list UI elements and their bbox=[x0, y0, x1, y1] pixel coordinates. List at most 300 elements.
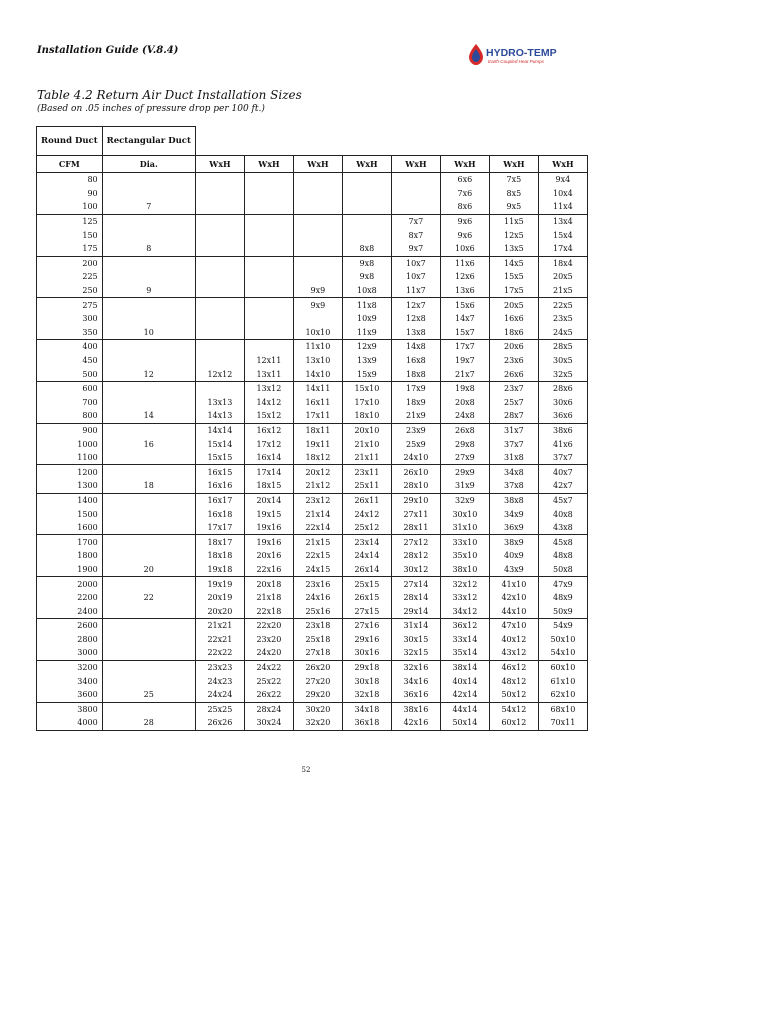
wxh-cell bbox=[195, 228, 244, 242]
table-row bbox=[37, 340, 588, 354]
wxh-cell: 9x9 bbox=[293, 298, 342, 312]
wxh-cell: 16x15 bbox=[195, 465, 244, 479]
wxh-cell: 48x12 bbox=[489, 674, 538, 688]
wxh-cell: 24x14 bbox=[342, 549, 391, 563]
cfm-cell: 125 bbox=[37, 214, 103, 228]
wxh-cell: 23x23 bbox=[195, 660, 244, 674]
wxh-cell: 26x15 bbox=[342, 591, 391, 605]
wxh-cell bbox=[293, 214, 342, 228]
dia-cell bbox=[102, 604, 195, 618]
wxh-cell: 46x12 bbox=[489, 660, 538, 674]
duct-sizes-table bbox=[36, 126, 588, 731]
wxh-cell: 14x8 bbox=[391, 340, 440, 354]
wxh-cell: 20x8 bbox=[440, 396, 489, 410]
wxh-cell: 34x8 bbox=[489, 465, 538, 479]
wxh-cell bbox=[195, 200, 244, 214]
table-row bbox=[37, 423, 588, 437]
wxh-cell: 25x11 bbox=[342, 479, 391, 493]
wxh-cell: 11x8 bbox=[342, 298, 391, 312]
wxh-cell: 8x7 bbox=[391, 228, 440, 242]
cfm-cell: 1600 bbox=[37, 521, 103, 535]
table-row bbox=[37, 437, 588, 451]
table-row bbox=[37, 200, 588, 214]
wxh-cell: 26x20 bbox=[293, 660, 342, 674]
wxh-cell: 23x20 bbox=[244, 633, 293, 647]
wxh-cell: 43x8 bbox=[538, 521, 587, 535]
wxh-cell: 32x5 bbox=[538, 367, 587, 381]
cfm-cell: 150 bbox=[37, 228, 103, 242]
wxh-cell: 30x12 bbox=[391, 563, 440, 577]
wxh-cell: 32x18 bbox=[342, 688, 391, 702]
wxh-cell: 40x9 bbox=[489, 549, 538, 563]
wxh-cell: 28x11 bbox=[391, 521, 440, 535]
wxh-cell: 30x10 bbox=[440, 507, 489, 521]
cfm-cell: 1200 bbox=[37, 465, 103, 479]
wxh-cell: 27x12 bbox=[391, 535, 440, 549]
wxh-cell: 22x14 bbox=[293, 521, 342, 535]
wxh-cell bbox=[342, 228, 391, 242]
wxh-cell: 28x7 bbox=[489, 409, 538, 423]
wxh-cell: 20x5 bbox=[538, 270, 587, 284]
wxh-cell bbox=[293, 312, 342, 326]
wxh-cell: 37x8 bbox=[489, 479, 538, 493]
wxh-cell bbox=[244, 214, 293, 228]
dia-cell: 10 bbox=[102, 326, 195, 340]
table-row bbox=[37, 367, 588, 381]
wxh-cell: 22x15 bbox=[293, 549, 342, 563]
wxh-cell: 17x9 bbox=[391, 381, 440, 395]
table-row bbox=[37, 256, 588, 270]
dia-cell bbox=[102, 633, 195, 647]
dia-cell bbox=[102, 507, 195, 521]
table-row bbox=[37, 521, 588, 535]
wxh-cell: 18x15 bbox=[244, 479, 293, 493]
wxh-cell: 32x20 bbox=[293, 716, 342, 730]
wxh-cell: 29x8 bbox=[440, 437, 489, 451]
wxh-cell: 42x14 bbox=[440, 688, 489, 702]
wxh-cell: 25x9 bbox=[391, 437, 440, 451]
wxh-cell: 24x5 bbox=[538, 326, 587, 340]
cfm-cell: 450 bbox=[37, 354, 103, 368]
wxh-cell bbox=[342, 173, 391, 187]
wxh-cell: 13x9 bbox=[342, 354, 391, 368]
wxh-cell: 43x9 bbox=[489, 563, 538, 577]
wxh-cell: 15x9 bbox=[342, 367, 391, 381]
wxh-cell: 15x10 bbox=[342, 381, 391, 395]
wxh-cell: 17x7 bbox=[440, 340, 489, 354]
dia-cell: 18 bbox=[102, 479, 195, 493]
dia-cell bbox=[102, 381, 195, 395]
wxh-cell: 29x16 bbox=[342, 633, 391, 647]
wxh-cell bbox=[195, 312, 244, 326]
wxh-cell: 24x16 bbox=[293, 591, 342, 605]
wxh-cell: 50x14 bbox=[440, 716, 489, 730]
wxh-cell: 12x11 bbox=[244, 354, 293, 368]
wxh-cell: 27x16 bbox=[342, 619, 391, 633]
wxh-cell: 18x6 bbox=[489, 326, 538, 340]
wxh-cell: 22x21 bbox=[195, 633, 244, 647]
table-row bbox=[37, 563, 588, 577]
cfm-cell: 200 bbox=[37, 256, 103, 270]
table-row bbox=[37, 549, 588, 563]
wxh-cell bbox=[195, 270, 244, 284]
wxh-cell: 19x18 bbox=[195, 563, 244, 577]
cfm-cell: 1100 bbox=[37, 451, 103, 465]
wxh-cell: 24x10 bbox=[391, 451, 440, 465]
table-row bbox=[37, 298, 588, 312]
col-wxh: WxH bbox=[538, 156, 587, 173]
table-row bbox=[37, 242, 588, 256]
cfm-cell: 400 bbox=[37, 340, 103, 354]
wxh-cell bbox=[391, 187, 440, 201]
wxh-cell: 9x5 bbox=[489, 200, 538, 214]
wxh-cell: 30x24 bbox=[244, 716, 293, 730]
wxh-cell: 12x9 bbox=[342, 340, 391, 354]
wxh-cell: 8x6 bbox=[440, 200, 489, 214]
wxh-cell: 28x6 bbox=[538, 381, 587, 395]
wxh-cell: 33x10 bbox=[440, 535, 489, 549]
cfm-cell: 1400 bbox=[37, 493, 103, 507]
wxh-cell: 42x10 bbox=[489, 591, 538, 605]
cfm-cell: 4000 bbox=[37, 716, 103, 730]
wxh-cell bbox=[244, 284, 293, 298]
wxh-cell: 50x9 bbox=[538, 604, 587, 618]
table-row bbox=[37, 312, 588, 326]
wxh-cell: 21x5 bbox=[538, 284, 587, 298]
wxh-cell: 13x13 bbox=[195, 396, 244, 410]
wxh-cell: 21x9 bbox=[391, 409, 440, 423]
wxh-cell: 50x12 bbox=[489, 688, 538, 702]
cfm-cell: 500 bbox=[37, 367, 103, 381]
wxh-cell bbox=[244, 173, 293, 187]
wxh-cell: 19x16 bbox=[244, 535, 293, 549]
dia-cell: 22 bbox=[102, 591, 195, 605]
table-row bbox=[37, 173, 588, 187]
wxh-cell: 60x12 bbox=[489, 716, 538, 730]
cfm-cell: 2600 bbox=[37, 619, 103, 633]
wxh-cell: 48x8 bbox=[538, 549, 587, 563]
wxh-cell: 11x5 bbox=[489, 214, 538, 228]
wxh-cell: 10x7 bbox=[391, 256, 440, 270]
wxh-cell: 45x7 bbox=[538, 493, 587, 507]
wxh-cell: 29x20 bbox=[293, 688, 342, 702]
col-wxh: WxH bbox=[489, 156, 538, 173]
cfm-cell: 3800 bbox=[37, 702, 103, 716]
dia-cell: 16 bbox=[102, 437, 195, 451]
wxh-cell bbox=[195, 242, 244, 256]
wxh-cell: 42x16 bbox=[391, 716, 440, 730]
dia-cell bbox=[102, 577, 195, 591]
dia-cell bbox=[102, 187, 195, 201]
wxh-cell: 34x18 bbox=[342, 702, 391, 716]
wxh-cell: 9x6 bbox=[440, 228, 489, 242]
wxh-cell: 16x17 bbox=[195, 493, 244, 507]
table-row bbox=[37, 409, 588, 423]
wxh-cell: 21x7 bbox=[440, 367, 489, 381]
wxh-cell: 12x7 bbox=[391, 298, 440, 312]
wxh-cell: 62x10 bbox=[538, 688, 587, 702]
wxh-cell: 20x6 bbox=[489, 340, 538, 354]
cfm-cell: 350 bbox=[37, 326, 103, 340]
wxh-cell: 31x8 bbox=[489, 451, 538, 465]
wxh-cell: 27x9 bbox=[440, 451, 489, 465]
wxh-cell: 36x9 bbox=[489, 521, 538, 535]
wxh-cell: 24x24 bbox=[195, 688, 244, 702]
wxh-cell: 23x12 bbox=[293, 493, 342, 507]
wxh-cell: 9x8 bbox=[342, 256, 391, 270]
wxh-cell: 9x8 bbox=[342, 270, 391, 284]
wxh-cell: 19x15 bbox=[244, 507, 293, 521]
wxh-cell bbox=[244, 340, 293, 354]
table-row bbox=[37, 660, 588, 674]
wxh-cell: 27x15 bbox=[342, 604, 391, 618]
dia-cell bbox=[102, 465, 195, 479]
wxh-cell: 37x7 bbox=[489, 437, 538, 451]
wxh-cell: 31x14 bbox=[391, 619, 440, 633]
wxh-cell: 44x10 bbox=[489, 604, 538, 618]
wxh-cell: 10x8 bbox=[342, 284, 391, 298]
col-wxh: WxH bbox=[342, 156, 391, 173]
wxh-cell bbox=[342, 187, 391, 201]
col-wxh: WxH bbox=[440, 156, 489, 173]
wxh-cell: 15x5 bbox=[489, 270, 538, 284]
wxh-cell: 38x14 bbox=[440, 660, 489, 674]
cfm-cell: 800 bbox=[37, 409, 103, 423]
cfm-cell: 1700 bbox=[37, 535, 103, 549]
wxh-cell: 13x5 bbox=[489, 242, 538, 256]
wxh-cell: 40x12 bbox=[489, 633, 538, 647]
wxh-cell: 32x9 bbox=[440, 493, 489, 507]
wxh-cell: 24x20 bbox=[244, 646, 293, 660]
wxh-cell: 50x8 bbox=[538, 563, 587, 577]
wxh-cell bbox=[195, 381, 244, 395]
wxh-cell: 44x14 bbox=[440, 702, 489, 716]
wxh-cell: 61x10 bbox=[538, 674, 587, 688]
table-row bbox=[37, 507, 588, 521]
cfm-cell: 2400 bbox=[37, 604, 103, 618]
wxh-cell bbox=[195, 214, 244, 228]
dia-cell bbox=[102, 674, 195, 688]
wxh-cell: 22x22 bbox=[195, 646, 244, 660]
wxh-cell: 8x8 bbox=[342, 242, 391, 256]
wxh-cell: 11x6 bbox=[440, 256, 489, 270]
wxh-cell: 27x14 bbox=[391, 577, 440, 591]
wxh-cell: 9x6 bbox=[440, 214, 489, 228]
wxh-cell: 31x10 bbox=[440, 521, 489, 535]
dia-cell: 9 bbox=[102, 284, 195, 298]
wxh-cell bbox=[342, 200, 391, 214]
wxh-cell: 24x8 bbox=[440, 409, 489, 423]
wxh-cell: 50x10 bbox=[538, 633, 587, 647]
wxh-cell bbox=[244, 326, 293, 340]
wxh-cell: 13x4 bbox=[538, 214, 587, 228]
cfm-cell: 600 bbox=[37, 381, 103, 395]
wxh-cell: 13x6 bbox=[440, 284, 489, 298]
wxh-cell: 38x10 bbox=[440, 563, 489, 577]
cfm-cell: 1800 bbox=[37, 549, 103, 563]
dia-cell bbox=[102, 298, 195, 312]
wxh-cell: 20x12 bbox=[293, 465, 342, 479]
table-row bbox=[37, 479, 588, 493]
wxh-cell: 13x11 bbox=[244, 367, 293, 381]
wxh-cell: 6x6 bbox=[440, 173, 489, 187]
wxh-cell: 20x18 bbox=[244, 577, 293, 591]
dia-cell: 12 bbox=[102, 367, 195, 381]
wxh-cell: 25x22 bbox=[244, 674, 293, 688]
wxh-cell: 14x14 bbox=[195, 423, 244, 437]
wxh-cell: 10x6 bbox=[440, 242, 489, 256]
wxh-cell: 30x16 bbox=[342, 646, 391, 660]
dia-cell: 25 bbox=[102, 688, 195, 702]
wxh-cell: 42x7 bbox=[538, 479, 587, 493]
wxh-cell: 20x16 bbox=[244, 549, 293, 563]
wxh-cell: 21x21 bbox=[195, 619, 244, 633]
wxh-cell: 54x9 bbox=[538, 619, 587, 633]
wxh-cell: 14x12 bbox=[244, 396, 293, 410]
wxh-cell: 20x10 bbox=[342, 423, 391, 437]
wxh-cell: 14x10 bbox=[293, 367, 342, 381]
wxh-cell: 26x11 bbox=[342, 493, 391, 507]
table-row bbox=[37, 674, 588, 688]
wxh-cell: 25x7 bbox=[489, 396, 538, 410]
wxh-cell: 32x12 bbox=[440, 577, 489, 591]
wxh-cell bbox=[293, 228, 342, 242]
wxh-cell: 23x9 bbox=[391, 423, 440, 437]
col-cfm: CFM bbox=[37, 156, 103, 173]
wxh-cell: 21x11 bbox=[342, 451, 391, 465]
dia-cell: 20 bbox=[102, 563, 195, 577]
cfm-cell: 3200 bbox=[37, 660, 103, 674]
wxh-cell: 70x11 bbox=[538, 716, 587, 730]
cfm-cell: 2000 bbox=[37, 577, 103, 591]
wxh-cell: 24x23 bbox=[195, 674, 244, 688]
cfm-cell: 3600 bbox=[37, 688, 103, 702]
svg-text:HYDRO-TEMP: HYDRO-TEMP bbox=[486, 47, 557, 59]
wxh-cell: 16x18 bbox=[195, 507, 244, 521]
wxh-cell bbox=[195, 284, 244, 298]
wxh-cell: 37x7 bbox=[538, 451, 587, 465]
wxh-cell: 11x7 bbox=[391, 284, 440, 298]
wxh-cell: 7x5 bbox=[489, 173, 538, 187]
wxh-cell bbox=[244, 200, 293, 214]
wxh-cell: 27x18 bbox=[293, 646, 342, 660]
wxh-cell bbox=[195, 187, 244, 201]
dia-cell bbox=[102, 228, 195, 242]
wxh-cell: 26x6 bbox=[489, 367, 538, 381]
wxh-cell: 11x4 bbox=[538, 200, 587, 214]
wxh-cell bbox=[195, 354, 244, 368]
wxh-cell: 16x8 bbox=[391, 354, 440, 368]
wxh-cell: 16x6 bbox=[489, 312, 538, 326]
dia-cell bbox=[102, 423, 195, 437]
wxh-cell: 18x11 bbox=[293, 423, 342, 437]
wxh-cell: 23x14 bbox=[342, 535, 391, 549]
wxh-cell bbox=[195, 326, 244, 340]
table-row bbox=[37, 604, 588, 618]
dia-cell: 8 bbox=[102, 242, 195, 256]
wxh-cell: 18x8 bbox=[391, 367, 440, 381]
cfm-cell: 2200 bbox=[37, 591, 103, 605]
wxh-cell: 32x15 bbox=[391, 646, 440, 660]
wxh-cell bbox=[293, 256, 342, 270]
wxh-cell: 33x12 bbox=[440, 591, 489, 605]
wxh-cell bbox=[195, 298, 244, 312]
table-row bbox=[37, 354, 588, 368]
wxh-cell: 21x14 bbox=[293, 507, 342, 521]
dia-cell bbox=[102, 312, 195, 326]
wxh-cell bbox=[195, 340, 244, 354]
wxh-cell: 19x16 bbox=[244, 521, 293, 535]
wxh-cell bbox=[391, 200, 440, 214]
wxh-cell: 36x18 bbox=[342, 716, 391, 730]
wxh-cell: 24x15 bbox=[293, 563, 342, 577]
wxh-cell bbox=[244, 312, 293, 326]
wxh-cell: 19x19 bbox=[195, 577, 244, 591]
wxh-cell: 29x9 bbox=[440, 465, 489, 479]
col-wxh: WxH bbox=[244, 156, 293, 173]
wxh-cell: 15x6 bbox=[440, 298, 489, 312]
col-wxh: WxH bbox=[195, 156, 244, 173]
wxh-cell: 20x19 bbox=[195, 591, 244, 605]
table-row bbox=[37, 633, 588, 647]
hydro-temp-logo bbox=[466, 42, 562, 68]
wxh-cell: 40x8 bbox=[538, 507, 587, 521]
wxh-cell: 22x20 bbox=[244, 619, 293, 633]
wxh-cell: 23x6 bbox=[489, 354, 538, 368]
wxh-cell: 8x5 bbox=[489, 187, 538, 201]
wxh-cell: 34x16 bbox=[391, 674, 440, 688]
wxh-cell: 25x18 bbox=[293, 633, 342, 647]
wxh-cell: 26x26 bbox=[195, 716, 244, 730]
wxh-cell: 28x24 bbox=[244, 702, 293, 716]
cfm-cell: 100 bbox=[37, 200, 103, 214]
wxh-cell: 18x17 bbox=[195, 535, 244, 549]
wxh-cell: 20x5 bbox=[489, 298, 538, 312]
wxh-cell: 18x12 bbox=[293, 451, 342, 465]
wxh-cell: 18x18 bbox=[195, 549, 244, 563]
cfm-cell: 1300 bbox=[37, 479, 103, 493]
wxh-cell: 38x6 bbox=[538, 423, 587, 437]
cfm-cell: 225 bbox=[37, 270, 103, 284]
dia-cell bbox=[102, 493, 195, 507]
wxh-cell: 43x12 bbox=[489, 646, 538, 660]
wxh-cell: 26x8 bbox=[440, 423, 489, 437]
wxh-cell: 16x11 bbox=[293, 396, 342, 410]
table-row bbox=[37, 716, 588, 730]
wxh-cell: 47x10 bbox=[489, 619, 538, 633]
wxh-cell bbox=[391, 173, 440, 187]
wxh-cell: 38x9 bbox=[489, 535, 538, 549]
wxh-cell: 18x4 bbox=[538, 256, 587, 270]
table-title: Table 4.2 Return Air Duct Installation Sizes bbox=[37, 88, 302, 102]
wxh-cell: 19x8 bbox=[440, 381, 489, 395]
wxh-cell: 16x12 bbox=[244, 423, 293, 437]
col-wxh: WxH bbox=[293, 156, 342, 173]
table-row bbox=[37, 326, 588, 340]
dia-cell bbox=[102, 535, 195, 549]
wxh-cell: 54x10 bbox=[538, 646, 587, 660]
dia-cell bbox=[102, 256, 195, 270]
wxh-cell: 11x9 bbox=[342, 326, 391, 340]
wxh-cell: 17x17 bbox=[195, 521, 244, 535]
wxh-cell: 20x20 bbox=[195, 604, 244, 618]
wxh-cell: 22x5 bbox=[538, 298, 587, 312]
dia-cell bbox=[102, 660, 195, 674]
wxh-cell: 12x5 bbox=[489, 228, 538, 242]
wxh-cell: 15x7 bbox=[440, 326, 489, 340]
wxh-cell: 22x16 bbox=[244, 563, 293, 577]
wxh-cell: 38x16 bbox=[391, 702, 440, 716]
